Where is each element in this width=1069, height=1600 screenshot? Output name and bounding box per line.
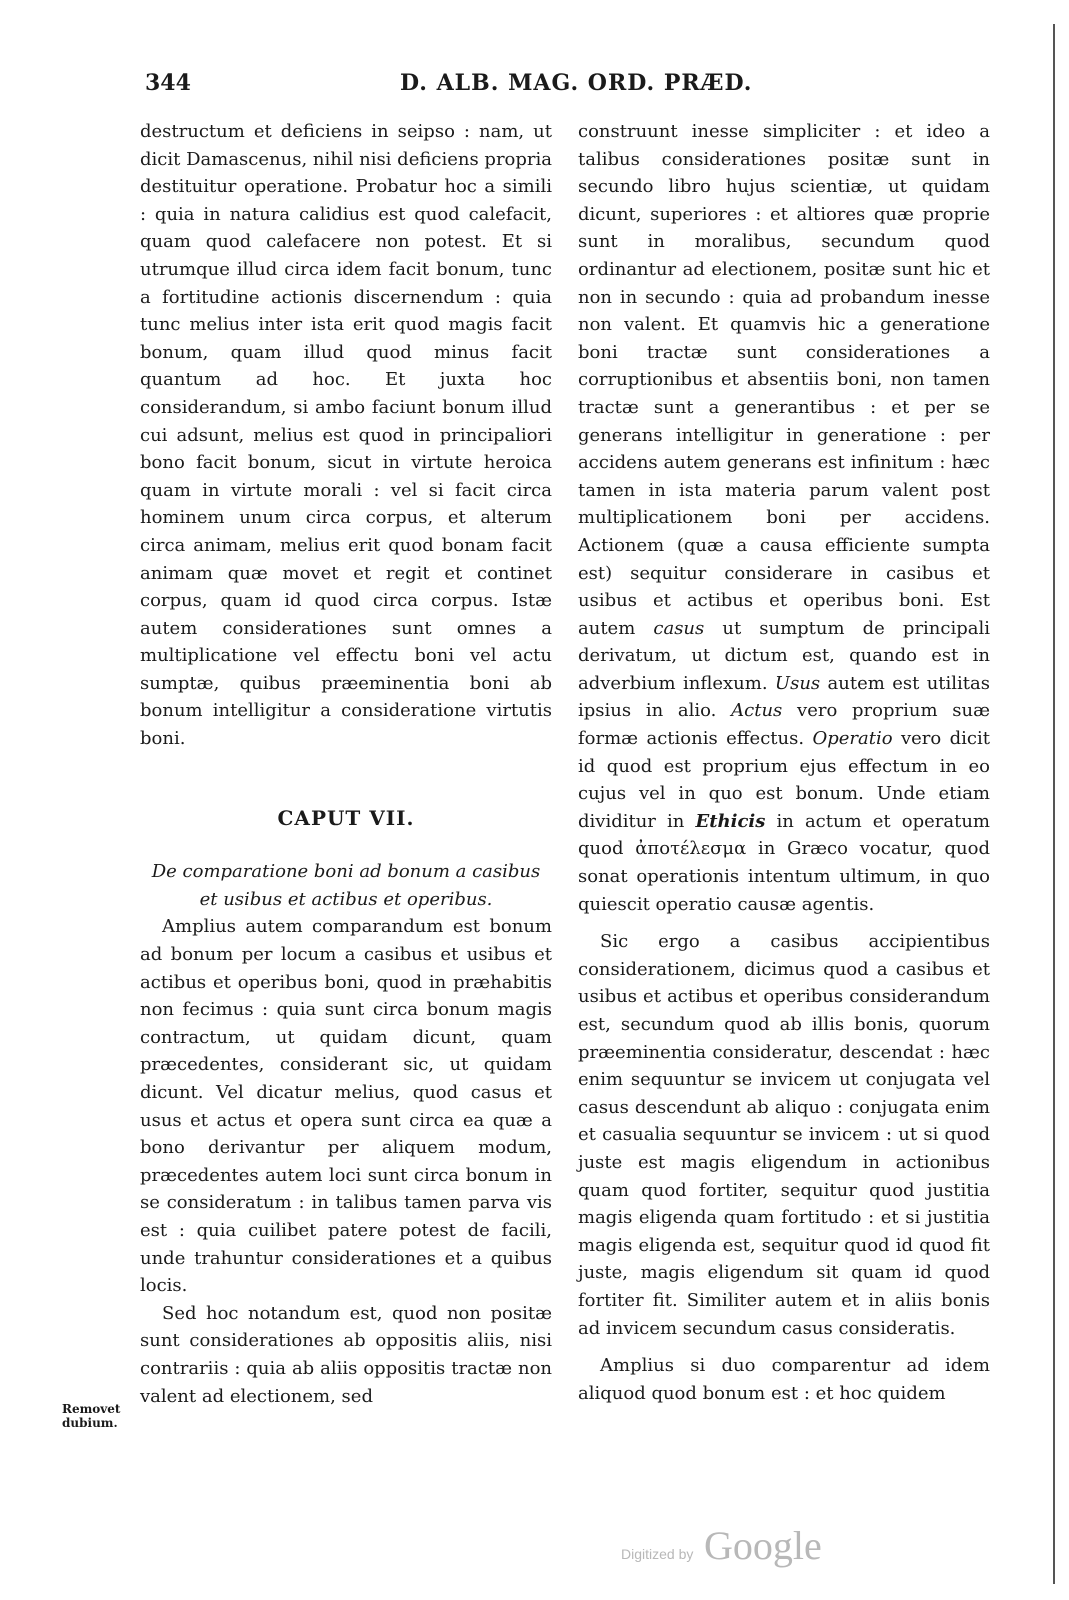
text-run: autem est utilitas ipsius in alio.	[578, 672, 990, 722]
digitized-by-text: Digitized by	[621, 1546, 694, 1562]
term-usus: Usus	[774, 672, 821, 694]
text-run: vero proprium suæ formæ actionis effectus.	[578, 700, 991, 750]
page-header	[0, 70, 1069, 110]
paragraph-gap	[578, 918, 990, 928]
right-paragraph-2: Sic ergo a casibus accipientibus considerationem, dicimus quod a casibus et usibus et actibus et operibus considerandum est, secundum quod ab illis bonis, quorum præeminentia consideratur, descendat : hæc enim sequuntur se invicem ut conjugata vel casus descendunt ab aliquo : conjugata enim et casualia sequuntur se invicem : ut si quod juste est magis eligendum in actionibus quam quod fortiter, sequitur quod justitia magis eligenda quam fortitudo : et si justitia magis eligenda est, sequitur quod id quod fit juste, magis eligendum sit quam id quod fortiter fit. Similiter autem et in aliis bonis ad invicem secundum casus consideratis.	[578, 931, 990, 1339]
text-run: ut sumptum de principali derivatum, ut dictum est, quando est in adverbium inflexum.	[578, 617, 991, 694]
text-run: construunt inesse simpliciter : et ideo a talibus considerationes positæ sunt in secundo libro hujus scientiæ, ut quidam dicunt, superiores : et altiores quæ proprie sunt in moralibus, secundum quod ordinantur ad electionem, positæ sunt hic et non in secundo : quia ad probandum inesse non valent. Et quamvis hic a generatione boni tractæ sunt considerationes a corruptionibus et absentiis boni, non tamen tractæ sunt a generantibus : et per se generans intelligitur in generatione : per accidens autem generans est infinitum : hæc tamen in ista materia parum valent post multiplicationem boni per accidens. Actionem (quæ a causa efficiente sumpta est) sequitur considerare in casibus et usibus et actibus et operibus boni. Est autem	[578, 121, 990, 639]
text-run: in actum et operatum quod ἀποτέλεσμα in Græco vocatur, quod sonat operationis intentum ultimum, in quo quiescit operatio causæ agentis.	[578, 810, 990, 915]
left-paragraph-2: Amplius autem comparandum est bonum ad bonum per locum a casibus et usibus et actibus et operibus boni, quod in præhabitis non fecimus : quia sunt circa bonum magis contractum, ut quidam dicunt, quam præcedentes, considerant sic, ut quidam dicunt. Vel dicatur melius, quod casus et usus et actus et opera sunt circa ea quæ a bono derivantur per aliquem modum, præcedentes autem loci sunt circa bonum in se consideratum : in talibus tamen parva vis est : quia cuilibet patere potest de facili, unde trahuntur considerationes et a quibus locis.	[140, 916, 552, 1297]
term-operatio: Operatio	[812, 728, 893, 750]
right-column	[578, 118, 990, 1407]
paragraph-gap	[578, 1342, 990, 1352]
right-paragraph-1	[578, 118, 990, 918]
chapter-heading: CAPUT VII.	[277, 805, 415, 830]
text-run: vero dicit id quod est proprium ejus effectum in eo cujus vel in quo est bonum. Unde etiam dividitur in	[578, 728, 990, 832]
google-logo: Google	[704, 1523, 822, 1568]
running-title: D. ALB. MAG. ORD. PRÆD.	[400, 70, 753, 96]
digitization-watermark	[621, 1518, 841, 1578]
term-actus: Actus	[731, 700, 783, 722]
margin-note: Removet dubium.	[62, 1402, 121, 1430]
page-edge-rule	[1053, 24, 1055, 1584]
left-paragraph-1: destructum et deficiens in seipso : nam, ut dicit Damascenus, nihil nisi deficiens propria destituitur operatione. Probatur hoc a simili : quia in natura calidius est quod calefacit, quam quod calefacere non potest. Et si utrumque illud circa idem facit bonum, tunc a fortitudine actionis discernendum : quia tunc melius inter ista erit quod magis facit bonum, quam illud quod minus facit quantum ad hoc. Et juxta hoc considerandum, si ambo faciunt bonum illud cui adsunt, melius est quod in principaliori bono facit bonum, sicut in virtute heroica quam in virtute morali : vel si facit circa hominem unum circa corpus, et alterum circa animam, melius erit quod bonam facit animam quæ movet et regit et continet corpus, quam id quod circa corpus. Istæ autem considerationes sunt omnes a multiplicatione vel effectu boni vel actu sumptæ, quibus præeminentia boni ab bonum intelligitur a consideratione virtutis boni.	[140, 121, 552, 750]
left-column	[140, 118, 552, 1410]
term-casus: casus	[653, 617, 705, 639]
left-paragraph-3: Sed hoc notandum est, quod non positæ sunt considerationes ab oppositis aliis, nisi contrariis : quia ab aliis oppositis tractæ non valent ad electionem, sed	[140, 1302, 552, 1407]
page-number: 344	[145, 70, 191, 96]
chapter-subtitle: De comparatione boni ad bonum a casibus et usibus et actibus et operibus.	[151, 861, 541, 910]
term-ethicis: Ethicis	[695, 810, 766, 832]
right-paragraph-3: Amplius si duo comparentur ad idem aliquod quod bonum est : et hoc quidem	[578, 1355, 990, 1404]
